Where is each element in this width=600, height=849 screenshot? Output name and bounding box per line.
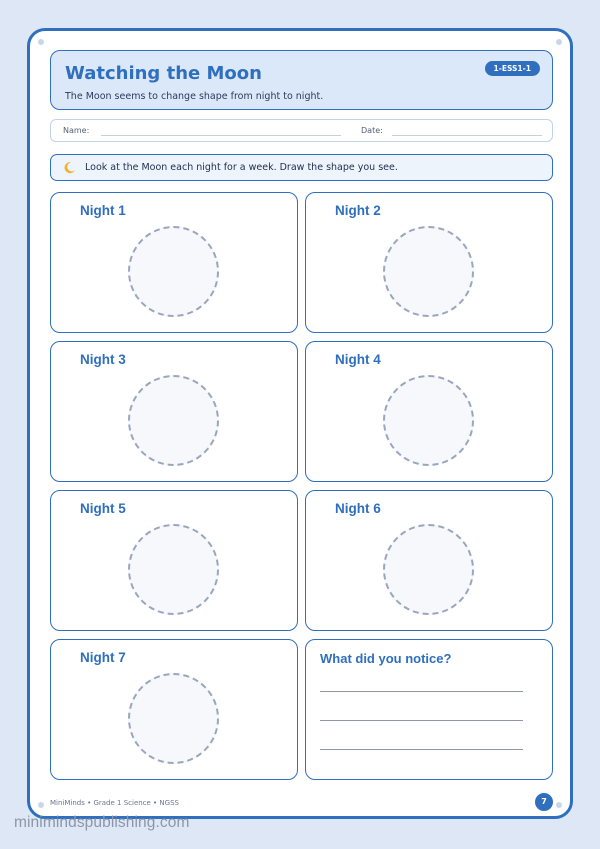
corner-dot bbox=[556, 802, 562, 808]
standard-badge: 1-ESS1-1 bbox=[485, 61, 540, 76]
notice-title: What did you notice? bbox=[320, 651, 452, 666]
night-5-box[interactable] bbox=[50, 490, 298, 631]
writing-line[interactable] bbox=[320, 691, 523, 692]
corner-dot bbox=[556, 39, 562, 45]
drawing-circle[interactable] bbox=[383, 375, 474, 466]
corner-dot bbox=[38, 39, 44, 45]
title-banner bbox=[50, 50, 553, 110]
drawing-circle[interactable] bbox=[128, 673, 219, 764]
night-1-box[interactable] bbox=[50, 192, 298, 333]
name-date-bar bbox=[50, 119, 553, 142]
notice-box[interactable] bbox=[305, 639, 553, 780]
corner-dot bbox=[38, 802, 44, 808]
drawing-circle[interactable] bbox=[128, 375, 219, 466]
drawing-circle[interactable] bbox=[383, 226, 474, 317]
footer-text: MiniMinds • Grade 1 Science • NGSS bbox=[50, 799, 179, 807]
drawing-circle[interactable] bbox=[383, 524, 474, 615]
night-label: Night 2 bbox=[335, 203, 381, 218]
page-title: Watching the Moon bbox=[65, 63, 262, 84]
page-subtitle: The Moon seems to change shape from night to night. bbox=[65, 91, 324, 102]
night-4-box[interactable] bbox=[305, 341, 553, 482]
night-label: Night 6 bbox=[335, 501, 381, 516]
crescent-moon-icon bbox=[63, 161, 76, 174]
drawing-circle[interactable] bbox=[128, 524, 219, 615]
night-label: Night 7 bbox=[80, 650, 126, 665]
writing-line[interactable] bbox=[320, 720, 523, 721]
night-7-box[interactable] bbox=[50, 639, 298, 780]
night-label: Night 4 bbox=[335, 352, 381, 367]
worksheet-page bbox=[27, 28, 573, 819]
night-label: Night 1 bbox=[80, 203, 126, 218]
name-label: Name: bbox=[63, 126, 90, 135]
writing-line[interactable] bbox=[320, 749, 523, 750]
instruction-text: Look at the Moon each night for a week. Draw the shape you see. bbox=[85, 162, 398, 173]
night-label: Night 5 bbox=[80, 501, 126, 516]
date-label: Date: bbox=[361, 126, 383, 135]
page-number-badge: 7 bbox=[535, 793, 553, 811]
instruction-bar bbox=[50, 154, 553, 181]
night-3-box[interactable] bbox=[50, 341, 298, 482]
drawing-circle[interactable] bbox=[128, 226, 219, 317]
date-field[interactable] bbox=[392, 135, 542, 136]
night-2-box[interactable] bbox=[305, 192, 553, 333]
night-label: Night 3 bbox=[80, 352, 126, 367]
night-6-box[interactable] bbox=[305, 490, 553, 631]
name-field[interactable] bbox=[101, 135, 341, 136]
watermark: minimindspublishing.com bbox=[14, 814, 190, 831]
